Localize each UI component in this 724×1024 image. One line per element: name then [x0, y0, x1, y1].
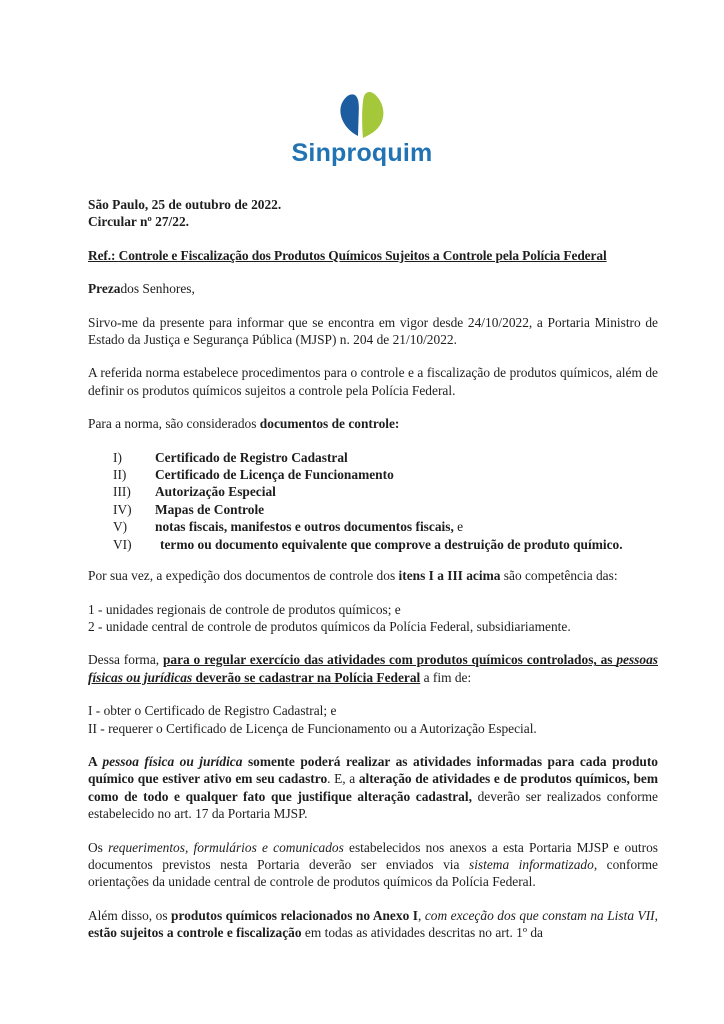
list-item-numeral: III) [113, 484, 131, 500]
list-item [88, 536, 658, 553]
reference-line: Ref.: Controle e Fiscalização dos Produtos Químicos Sujeitos a Controle pela Polícia Federal [88, 247, 607, 263]
paragraph-expedicao: Por sua vez, a expedição dos documentos de controle dos itens I a III acima são competência das: [88, 568, 618, 584]
list-item [88, 466, 658, 483]
control-documents-list [88, 449, 658, 553]
list-item-text: termo ou documento equivalente que comprove a destruição de produto químico. [160, 536, 623, 552]
sinproquim-leaf-icon [336, 90, 388, 140]
logo-leaf-left [340, 94, 358, 136]
list-item-numeral: V) [113, 519, 128, 535]
line-obter-certificado: I - obter o Certificado de Registro Cadastral; e [88, 703, 337, 719]
paragraph-norma: A referida norma estabelece procedimentos para o controle e a fiscalização de produtos químicos, além de definir os produtos químicos sujeitos a controle pela Polícia Federal. [88, 365, 658, 398]
salutation: Prezados Senhores, [88, 281, 195, 297]
paragraph-alem-disso: Além disso, os produtos químicos relacionados no Anexo I, com exceção dos que constam na Lista VII, estão sujeitos a controle e fiscalização em todas as atividades descritas no art. 1º da [88, 907, 658, 941]
paragraph-dessa-forma: Dessa forma, para o regular exercício das atividades com produtos químicos controlados, as pessoas físicas ou jurídicas deverão se cadastrar na Polícia Federal a fim de: [88, 652, 658, 685]
list-item-text: notas fiscais, manifestos e outros documentos fiscais, e [155, 519, 464, 535]
list-item [88, 518, 658, 535]
list-item [88, 501, 658, 518]
list-item [88, 449, 658, 466]
list-item-text: Mapas de Controle [155, 501, 265, 517]
list-item-text: Autorização Especial [155, 484, 276, 500]
letter-body [0, 166, 724, 942]
list-item-numeral: II) [113, 467, 127, 483]
letterhead [0, 0, 724, 166]
list-item-text: Certificado de Registro Cadastral [155, 449, 348, 465]
list-item-numeral: VI) [113, 536, 132, 552]
sinproquim-logo [292, 90, 433, 166]
paragraph-docs-intro: Para a norma, são considerados documentos de controle: [88, 416, 400, 432]
paragraph-intro: Sirvo-me da presente para informar que se encontra em vigor desde 24/10/2022, a Portaria Ministro de Estado da Justiça e Segurança Pública (MJSP) n. 204 de 21/10/2022. [88, 314, 658, 348]
list-item-text: Certificado de Licença de Funcionamento [155, 467, 394, 483]
sinproquim-wordmark: Sinproquim [291, 139, 433, 167]
list-item-numeral: I) [113, 449, 122, 465]
date-line: São Paulo, 25 de outubro de 2022. [88, 197, 282, 212]
paragraph-pessoa: A pessoa física ou jurídica somente poderá realizar as atividades informadas para cada produto químico que estiver ativo em seu cadastro. E, a alteração de atividades e de produtos químicos, bem como de todo e qualquer fato que justifique alteração cadastral, deverão ser realizados conforme estabelecido no art. 17 da Portaria MJSP. [88, 753, 658, 822]
circular-number: Circular nº 27/22. [88, 214, 190, 230]
paragraph-requerimentos: Os requerimentos, formulários e comunicados estabelecidos nos anexos a esta Portaria MJSP e outros documentos previstos nesta Portaria deverão ser enviados via sistema informatizado, conforme orientações da unidade central de controle de produtos químicos da Polícia Federal. [88, 839, 658, 890]
logo-leaf-right [362, 92, 383, 138]
line-requerer-certificado: II - requerer o Certificado de Licença de Funcionamento ou a Autorização Especial. [88, 720, 537, 736]
line-unidade-central: 2 - unidade central de controle de produtos químicos da Polícia Federal, subsidiariamente. [88, 618, 571, 634]
list-item-numeral: IV) [113, 501, 132, 517]
list-item [88, 483, 658, 500]
line-unidades-regionais: 1 - unidades regionais de controle de produtos químicos; e [88, 601, 401, 617]
